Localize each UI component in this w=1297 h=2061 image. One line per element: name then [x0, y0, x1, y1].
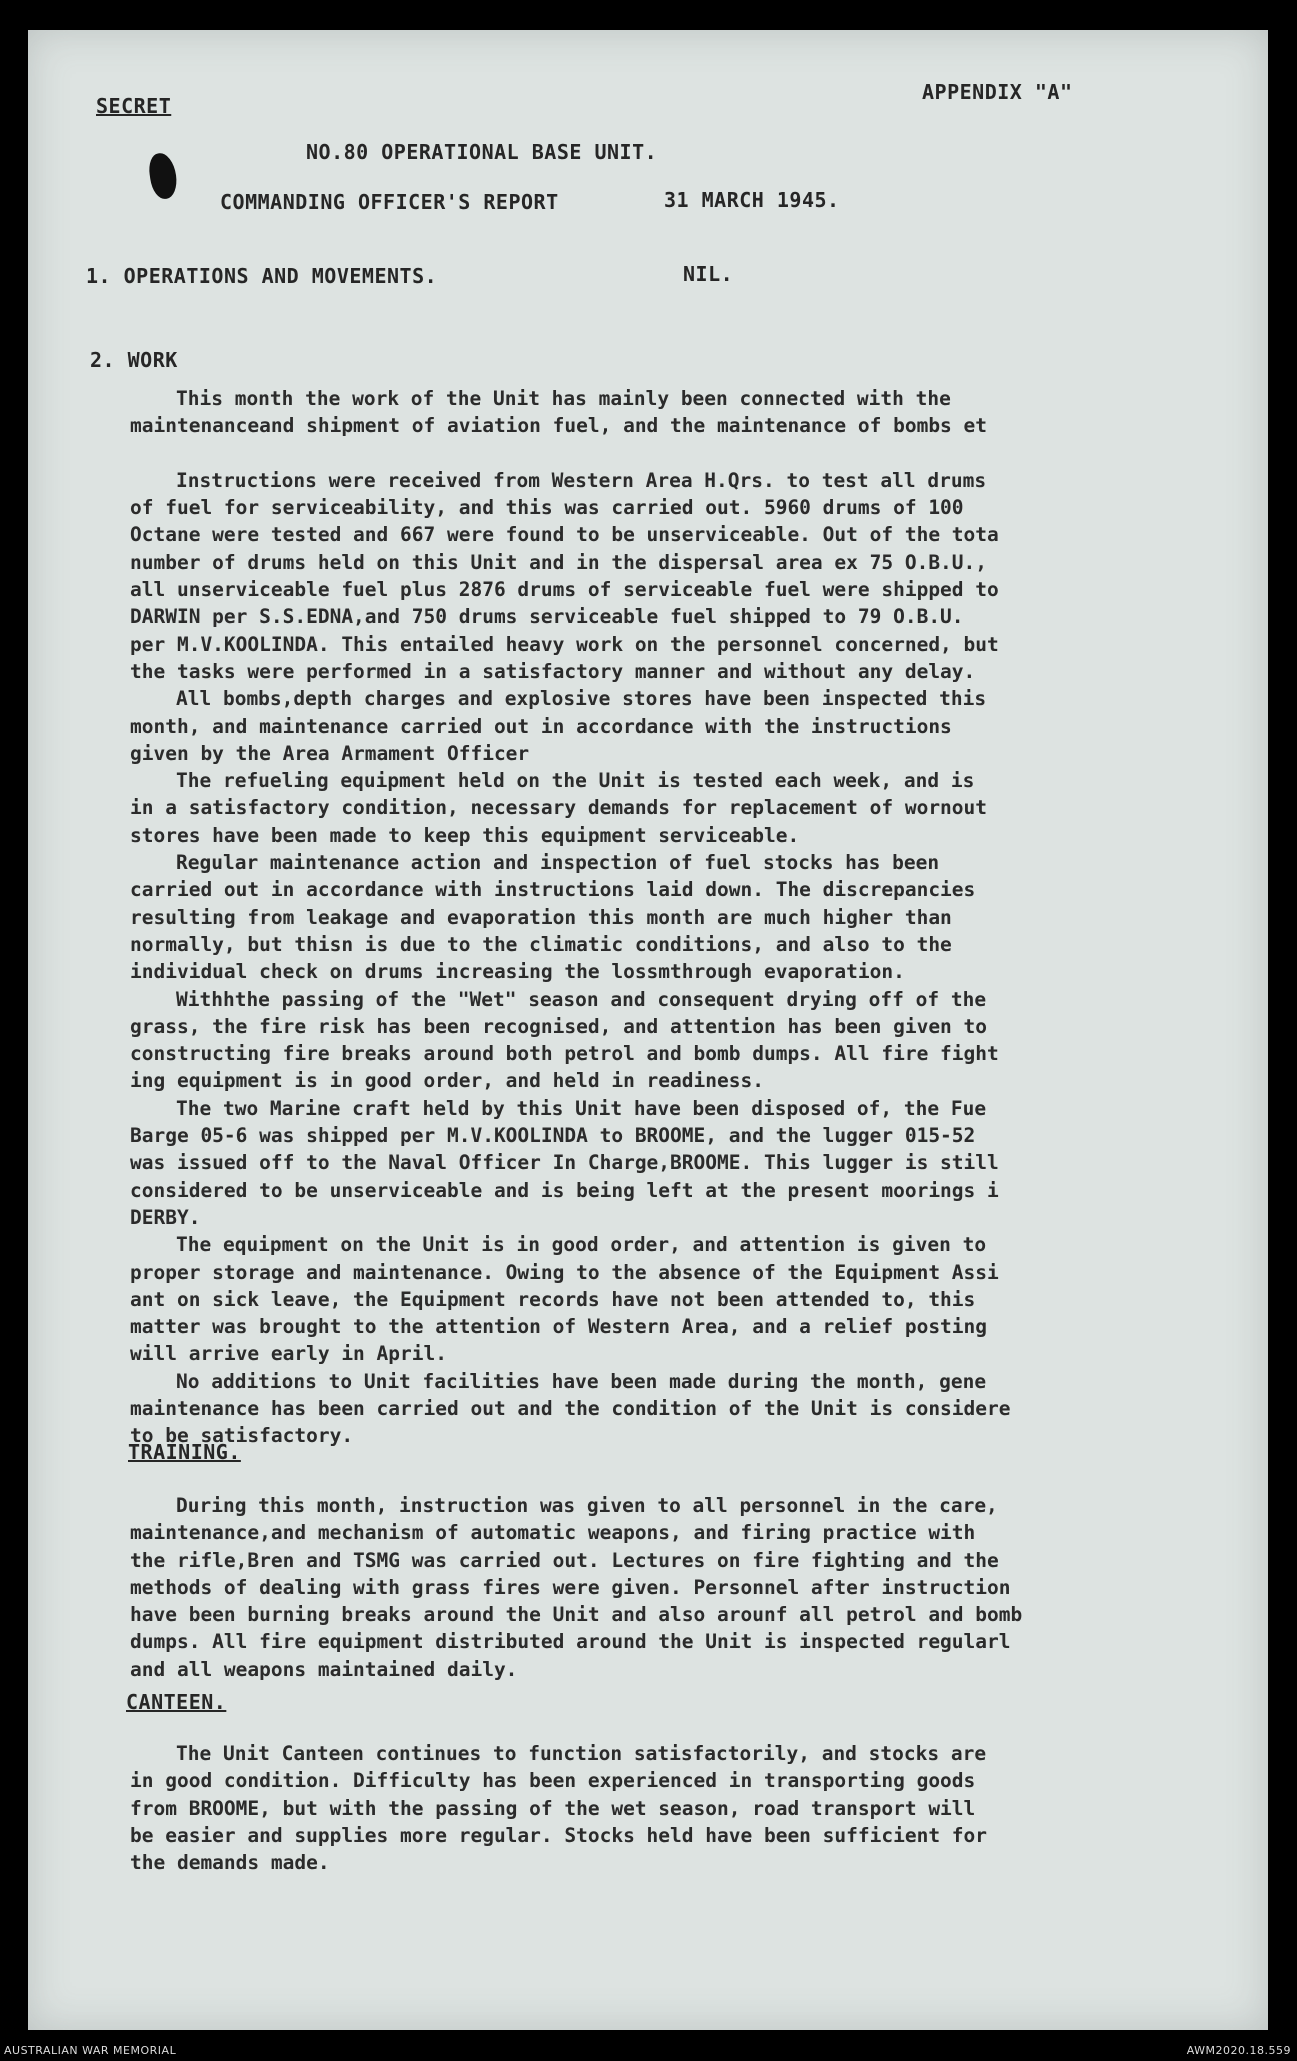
- unit-title: NO.80 OPERATIONAL BASE UNIT.: [306, 140, 658, 164]
- training-line: have been burning breaks around the Unit and also arounf all petrol and bomb: [130, 1603, 1023, 1627]
- work-line: will arrive early in April.: [130, 1342, 447, 1366]
- appendix-label: APPENDIX "A": [922, 80, 1073, 104]
- document-page: [28, 30, 1268, 2030]
- work-line: carried out in accordance with instructions laid down. The discrepancies: [130, 878, 976, 902]
- footer-accession: AWM2020.18.559: [1186, 2044, 1291, 2057]
- work-line: was issued off to the Naval Officer In Charge,BROOME. This lugger is still: [130, 1151, 999, 1175]
- training-body: [130, 1492, 1022, 1683]
- training-line: methods of dealing with grass fires were given. Personnel after instruction: [130, 1575, 1011, 1599]
- work-line: in a satisfactory condition, necessary demands for replacement of wornout: [130, 796, 988, 820]
- canteen-line: in good condition. Difficulty has been experienced in transporting goods: [130, 1769, 976, 1793]
- report-title: COMMANDING OFFICER'S REPORT: [220, 190, 559, 214]
- training-heading: TRAINING.: [128, 1440, 241, 1464]
- training-line: During this month, instruction was given to all personnel in the care,: [176, 1494, 998, 1517]
- work-line: maintenanceand shipment of aviation fuel, and the maintenance of bombs et: [130, 414, 988, 438]
- work-line: month, and maintenance carried out in accordance with the instructions: [130, 714, 952, 738]
- work-line: to be satisfactory.: [130, 1424, 354, 1448]
- training-line: dumps. All fire equipment distributed around the Unit is inspected regularl: [130, 1630, 1011, 1654]
- work-line: matter was brought to the attention of Western Area, and a relief posting: [130, 1315, 988, 1339]
- work-line: the tasks were performed in a satisfactory manner and without any delay.: [130, 659, 976, 683]
- work-line: stores have been made to keep this equipment serviceable.: [130, 823, 800, 847]
- work-line: normally, but thisn is due to the climatic conditions, and also to the: [130, 932, 952, 956]
- section1-heading: 1. OPERATIONS AND MOVEMENTS.: [86, 264, 438, 288]
- work-line: DERBY.: [130, 1205, 201, 1229]
- work-line: number of drums held on this Unit and in the dispersal area ex 75 O.B.U.,: [130, 550, 988, 574]
- work-line: all unserviceable fuel plus 2876 drums of serviceable fuel were shipped to: [130, 578, 999, 602]
- work-line: Octane were tested and 667 were found to be unserviceable. Out of the tota: [130, 523, 999, 547]
- work-line: grass, the fire risk has been recognised, and attention has been given to: [130, 1014, 988, 1038]
- canteen-line: be easier and supplies more regular. Stocks held have been sufficient for: [130, 1823, 988, 1847]
- work-line: All bombs,depth charges and explosive stores have been inspected this: [176, 687, 987, 711]
- work-line: considered to be unserviceable and is being left at the present moorings i: [130, 1178, 999, 1202]
- work-line: constructing fire breaks around both petrol and bomb dumps. All fire fight: [130, 1042, 999, 1066]
- work-line: Withhthe passing of the "Wet" season and consequent drying off of the: [176, 987, 987, 1011]
- work-line: This month the work of the Unit has mainly been connected with the: [176, 387, 951, 410]
- work-line: No additions to Unit facilities have been made during the month, gene: [176, 1369, 987, 1393]
- work-line: proper storage and maintenance. Owing to the absence of the Equipment Assi: [130, 1260, 999, 1284]
- work-body: [130, 385, 1011, 1450]
- training-line: maintenance,and mechanism of automatic weapons, and firing practice with: [130, 1521, 976, 1545]
- work-line: maintenance has been carried out and the condition of the Unit is considere: [130, 1396, 1011, 1420]
- work-line: Instructions were received from Western Area H.Qrs. to test all drums: [176, 468, 987, 492]
- section1-value: NIL.: [683, 262, 734, 286]
- section2-heading: 2. WORK: [90, 348, 178, 372]
- work-line: Regular maintenance action and inspection of fuel stocks has been: [176, 851, 940, 875]
- work-line: DARWIN per S.S.EDNA,and 750 drums serviceable fuel shipped to 79 O.B.U.: [130, 605, 964, 629]
- training-line: the rifle,Bren and TSMG was carried out. Lectures on fire fighting and the: [130, 1548, 999, 1572]
- work-line: The refueling equipment held on the Unit is tested each week, and is: [176, 769, 975, 793]
- ink-blot: [147, 151, 179, 200]
- canteen-line: the demands made.: [130, 1851, 330, 1875]
- work-line: The two Marine craft held by this Unit have been disposed of, the Fue: [176, 1096, 987, 1120]
- canteen-line: The Unit Canteen continues to function satisfactorily, and stocks are: [176, 1742, 987, 1765]
- work-line: individual check on drums increasing the lossmthrough evaporation.: [130, 960, 905, 984]
- report-date: 31 MARCH 1945.: [664, 188, 840, 212]
- work-line: ant on sick leave, the Equipment records have not been attended to, this: [130, 1287, 976, 1311]
- secret-label: SECRET: [96, 94, 172, 118]
- training-line: and all weapons maintained daily.: [130, 1657, 518, 1681]
- work-line: [130, 440, 1011, 467]
- footer-institution: AUSTRALIAN WAR MEMORIAL: [4, 2044, 177, 2057]
- work-line: ing equipment is in good order, and held in readiness.: [130, 1069, 764, 1093]
- canteen-heading: CANTEEN.: [126, 1690, 227, 1714]
- work-line: Barge 05-6 was shipped per M.V.KOOLINDA to BROOME, and the lugger 015-52: [130, 1124, 976, 1148]
- work-line: given by the Area Armament Officer: [130, 741, 530, 765]
- work-line: resulting from leakage and evaporation this month are much higher than: [130, 905, 952, 929]
- canteen-body: [130, 1740, 987, 1876]
- canteen-line: from BROOME, but with the passing of the wet season, road transport will: [130, 1796, 976, 1820]
- work-line: The equipment on the Unit is in good order, and attention is given to: [176, 1233, 987, 1257]
- work-line: of fuel for serviceability, and this was carried out. 5960 drums of 100: [130, 496, 964, 520]
- work-line: per M.V.KOOLINDA. This entailed heavy work on the personnel concerned, but: [130, 632, 999, 656]
